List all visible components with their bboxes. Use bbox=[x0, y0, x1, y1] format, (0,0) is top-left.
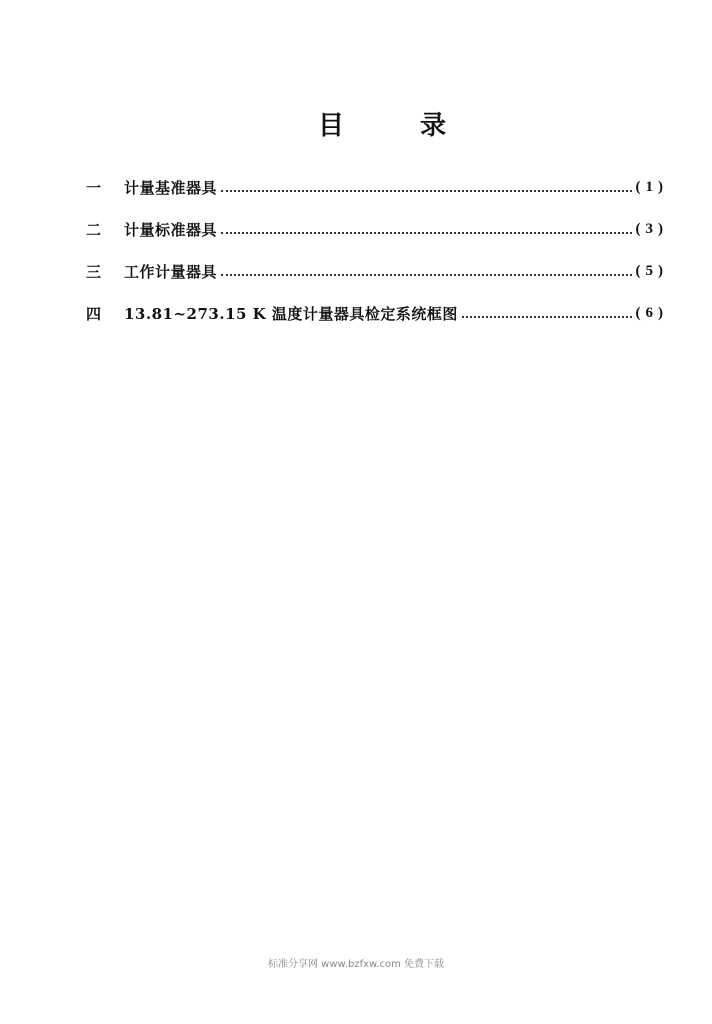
toc-entry-label: 工作计量器具 bbox=[124, 262, 218, 281]
title-char-1: 目 bbox=[318, 111, 345, 141]
toc-entry-page: (5) bbox=[635, 262, 668, 279]
toc-entry[interactable] bbox=[86, 166, 668, 208]
dot-leader bbox=[462, 302, 632, 318]
footer-watermark: 标准分享网 www.bzfxw.com 免费下载 bbox=[268, 959, 444, 970]
dot-leader bbox=[221, 176, 631, 192]
toc-entry[interactable] bbox=[86, 250, 668, 292]
toc-entry-label: 计量基准器具 bbox=[124, 178, 218, 197]
table-of-contents bbox=[86, 166, 668, 334]
toc-entry[interactable] bbox=[86, 292, 668, 334]
toc-entry-page: (3) bbox=[635, 220, 668, 237]
title-char-2: 录 bbox=[420, 111, 447, 141]
toc-entry-label: 13.81~273.15 K 温度计量器具检定系统框图 bbox=[124, 304, 458, 323]
toc-entry-number: 三 bbox=[86, 262, 102, 281]
toc-entry-number: 一 bbox=[86, 178, 102, 197]
toc-entry[interactable] bbox=[86, 208, 668, 250]
toc-entry-page: (6) bbox=[635, 304, 668, 321]
dot-leader bbox=[221, 260, 631, 276]
toc-entry-label: 计量标准器具 bbox=[124, 220, 218, 239]
toc-entry-number: 二 bbox=[86, 220, 102, 239]
toc-entry-number: 四 bbox=[86, 304, 102, 323]
toc-entry-page: (1) bbox=[635, 178, 668, 195]
dot-leader bbox=[221, 218, 631, 234]
page-title bbox=[0, 108, 712, 144]
